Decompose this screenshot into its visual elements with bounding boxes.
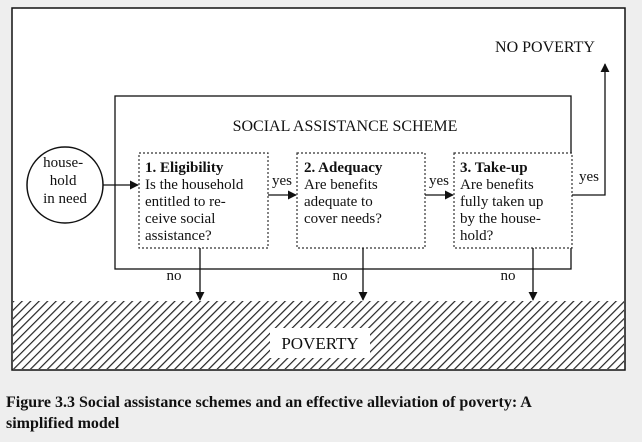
no-label: no xyxy=(500,268,516,284)
yes-label: yes xyxy=(579,169,599,185)
step-line: hold? xyxy=(460,228,494,244)
poverty-label: POVERTY xyxy=(281,334,359,353)
no-label: no xyxy=(332,268,348,284)
caption-line: Figure 3.3 Social assistance schemes and an effective alleviation of poverty: A xyxy=(6,394,532,411)
step-line: Are benefits xyxy=(460,177,534,193)
household-line: house- xyxy=(43,155,84,171)
household-line: hold xyxy=(49,173,77,189)
step-line: Are benefits xyxy=(304,177,378,193)
step-line: adequate to xyxy=(304,194,373,210)
no-poverty-label: NO POVERTY xyxy=(495,39,595,56)
step-title: 3. Take-up xyxy=(460,160,528,176)
no-label: no xyxy=(166,268,182,284)
step-line: assistance? xyxy=(145,228,212,244)
step-line: cover needs? xyxy=(304,211,382,227)
caption-line: simplified model xyxy=(6,415,120,432)
figure-caption xyxy=(6,392,636,434)
yes-label: yes xyxy=(429,173,449,189)
scheme-title: SOCIAL ASSISTANCE SCHEME xyxy=(232,118,458,135)
yes-label: yes xyxy=(272,173,292,189)
step-adequacy-text xyxy=(304,160,386,227)
step-line: fully taken up xyxy=(460,194,544,210)
step-title: 1. Eligibility xyxy=(145,160,224,176)
step-line: Is the household xyxy=(145,177,244,193)
step-line: by the house- xyxy=(460,211,541,227)
step-title: 2. Adequacy xyxy=(304,160,383,176)
household-line: in need xyxy=(43,191,87,207)
step-line: entitled to re- xyxy=(145,194,226,210)
step-line: ceive social xyxy=(145,211,216,227)
